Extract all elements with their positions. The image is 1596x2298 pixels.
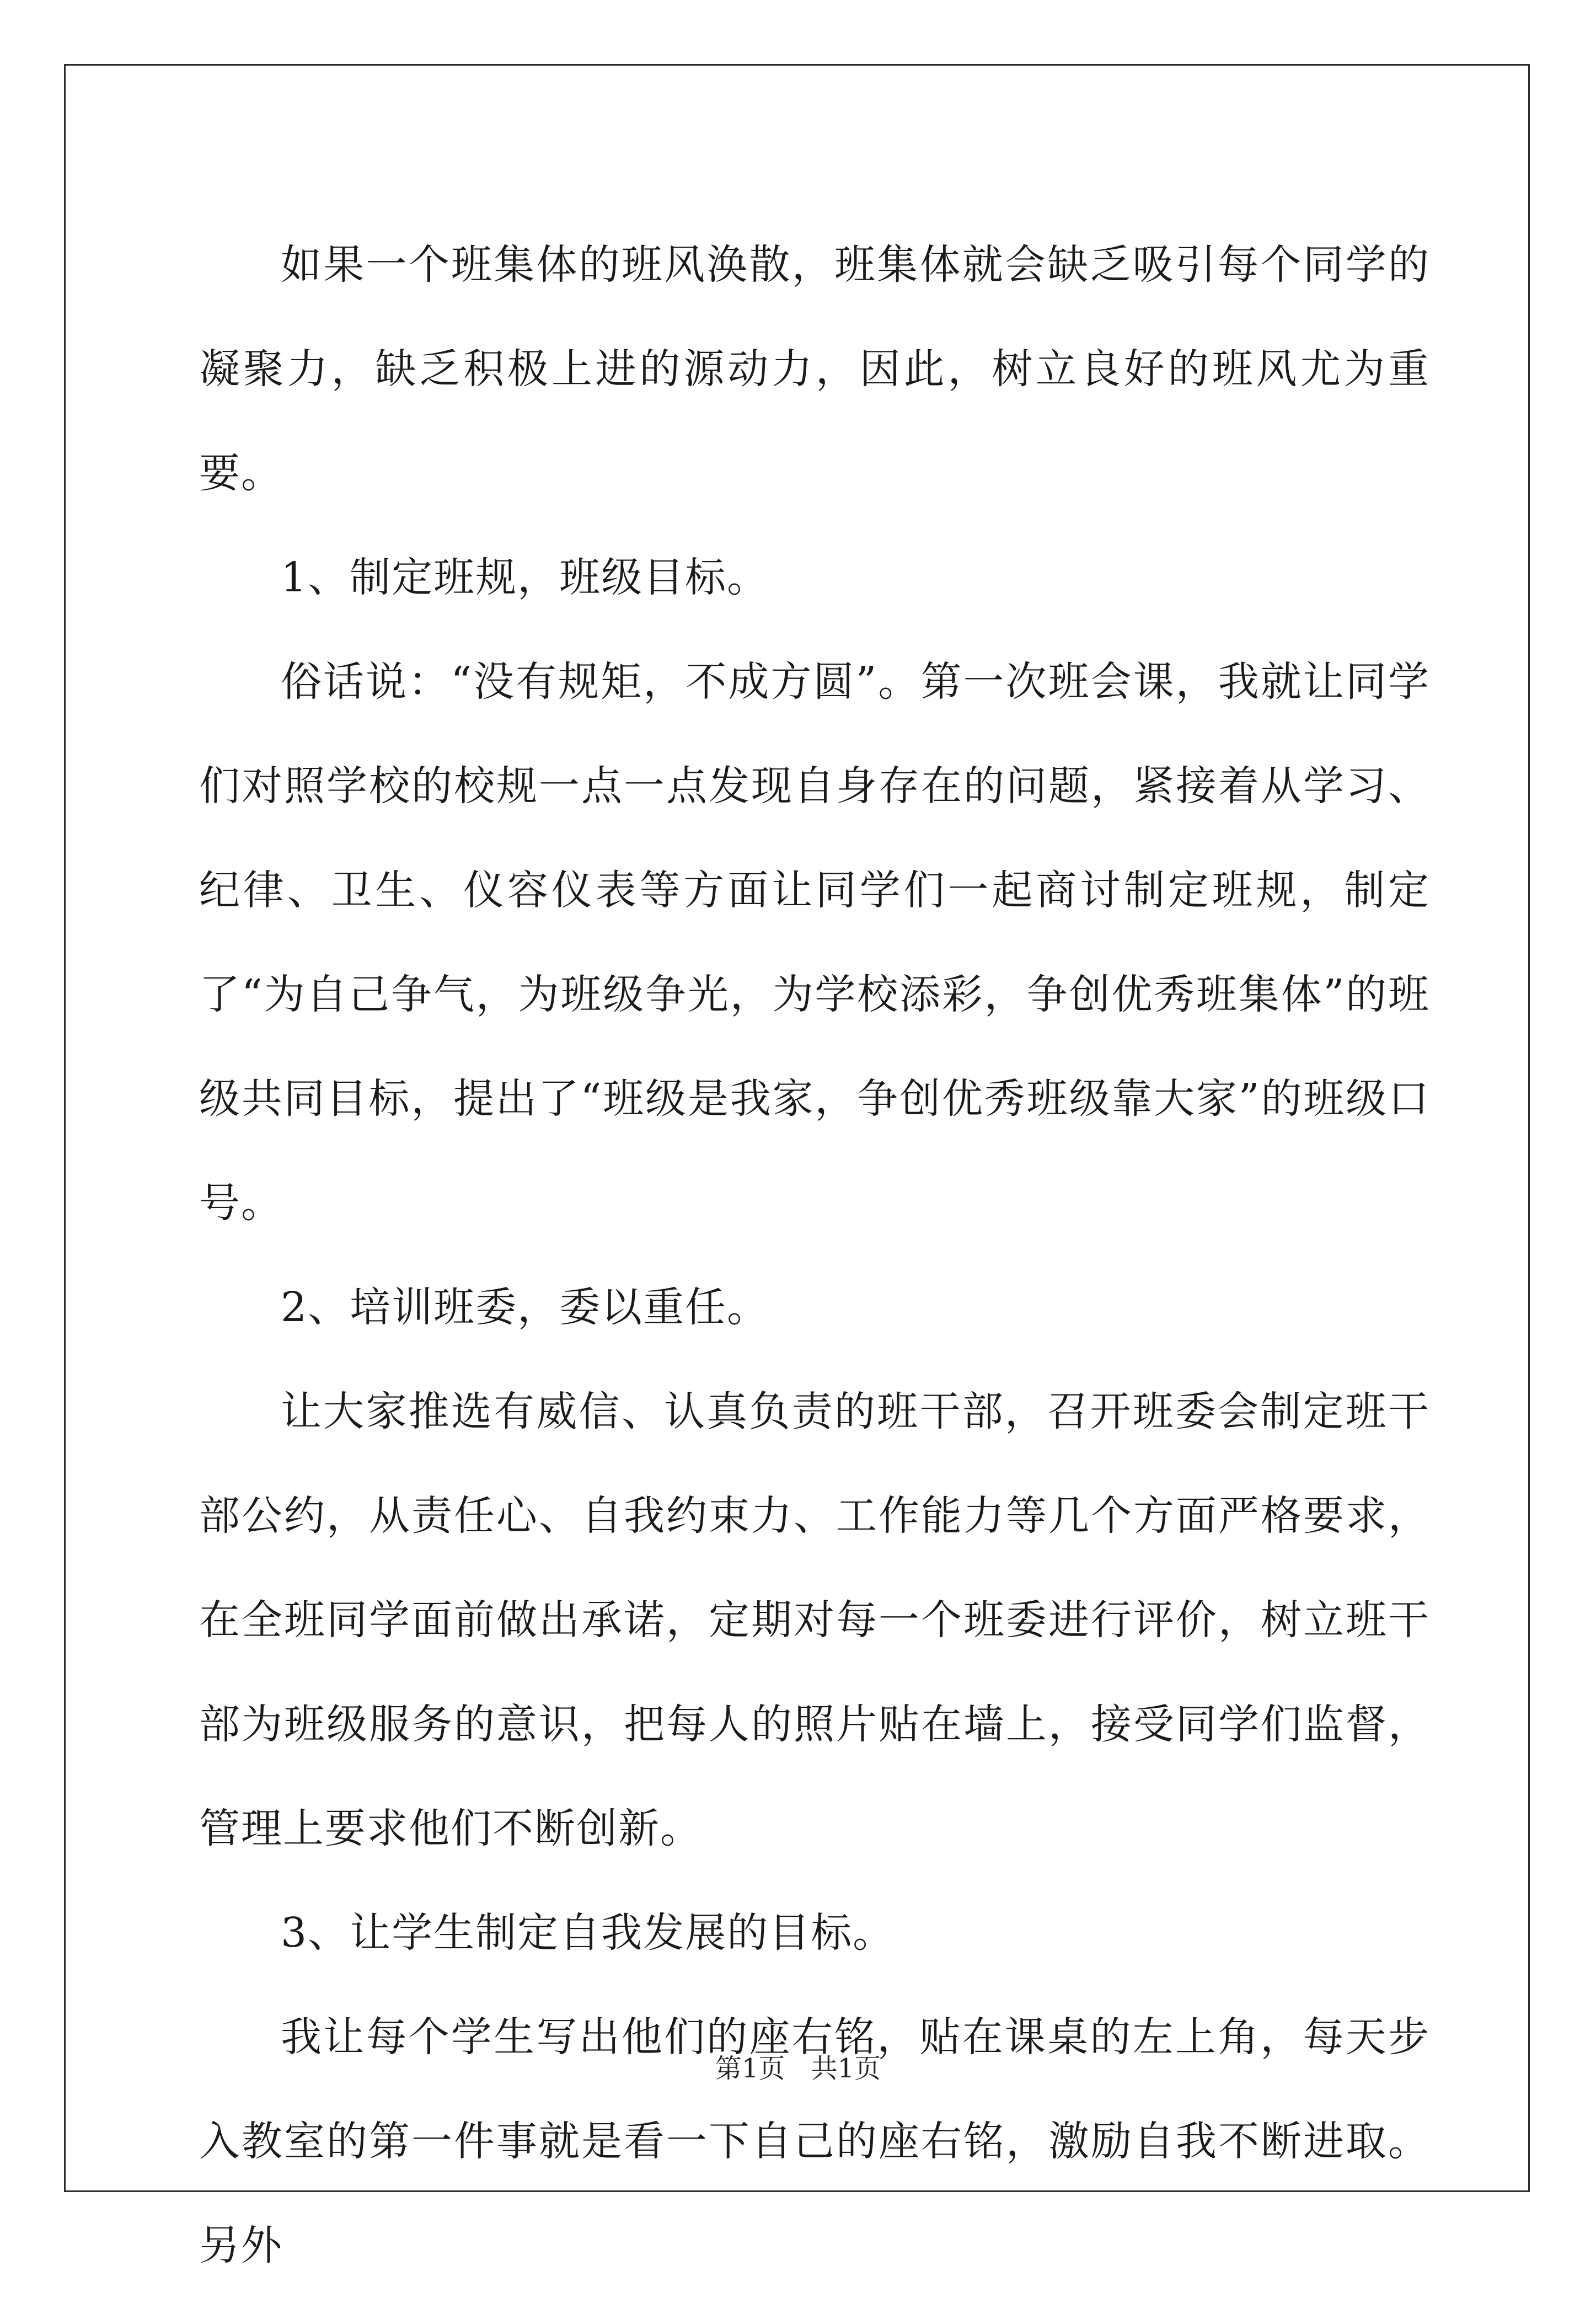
page-number-current: 第1页	[715, 2053, 785, 2084]
paragraph-intro: 如果一个班集体的班风涣散，班集体就会缺乏吸引每个同学的凝聚力，缺乏积极上进的源动力，因此，树立良好的班风尤为重要。	[199, 241, 1430, 497]
document-body	[199, 213, 1430, 2298]
paragraph-class-committee: 让大家推选有威信、认真负责的班干部，召开班委会制定班干部公约，从责任心、自我约束力、工作能力等几个方面严格要求，在全班同学面前做出承诺，定期对每一个班委进行评价，树立班干部为班级服务的意识，把每人的照片贴在墙上，接受同学们监督，管理上要求他们不断创新。	[199, 1388, 1430, 1852]
heading-self-development: 3、让学生制定自我发展的目标。	[281, 1909, 895, 1957]
heading-class-rules: 1、制定班规，班级目标。	[281, 554, 769, 601]
paragraph-class-rules: 俗话说：“没有规矩，不成方圆”。第一次班会课，我就让同学们对照学校的校规一点一点发现自身存在的问题，紧接着从学习、纪律、卫生、仪容仪表等方面让同学们一起商讨制定班规，制定了“为自己争气，为班级争光，为学校添彩，争创优秀班集体”的班级共同目标，提出了“班级是我家，争创优秀班级靠大家”的班级口号。	[199, 658, 1430, 1227]
page-number-total: 共1页	[811, 2053, 881, 2084]
heading-class-committee: 2、培训班委，委以重任。	[281, 1284, 769, 1331]
paragraph-self-development: 我让每个学生写出他们的座右铭，贴在课桌的左上角，每天步入教室的第一件事就是看一下自己的座右铭，激励自我不断进取。另外	[199, 2013, 1430, 2269]
page-footer	[0, 2052, 1596, 2085]
